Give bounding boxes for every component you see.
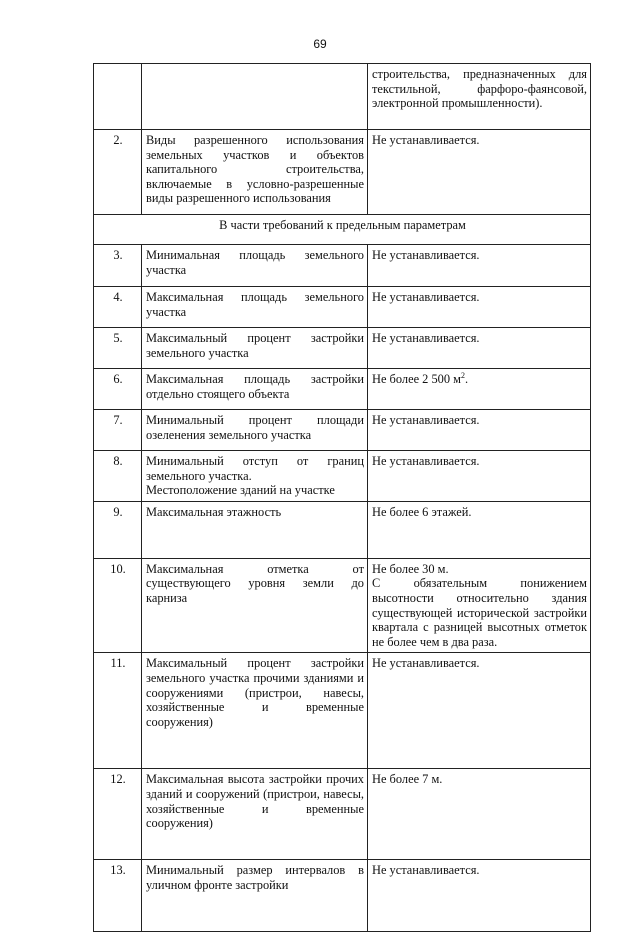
row-number: 3. [94, 245, 142, 287]
row-number: 10. [94, 558, 142, 653]
parameter-value-text: Не более 6 этажей. [372, 504, 472, 519]
parameter-value [368, 558, 591, 653]
parameter-name [142, 130, 368, 215]
table-row [94, 410, 591, 451]
table-row [94, 451, 591, 502]
parameter-name [142, 653, 368, 769]
parameter-name-text: Максимальная площадь земельного участка [146, 290, 364, 319]
row-number: 2. [94, 130, 142, 215]
parameter-name-text: Минимальный процент площади озеленения земельного участка [146, 413, 364, 442]
table-row [94, 130, 591, 215]
parameter-name [142, 369, 368, 410]
parameter-value [368, 451, 591, 502]
parameter-value-text: Не более 2 500 м [372, 372, 461, 386]
parameter-value-text: Не устанавливается. [372, 656, 480, 671]
row-number: 9. [94, 501, 142, 558]
parameter-name [142, 501, 368, 558]
table-row [94, 245, 591, 287]
parameter-name-line2: Местоположение зданий на участке [146, 483, 335, 498]
section-heading-row [94, 215, 591, 245]
row-number: 4. [94, 287, 142, 328]
parameter-value-text: Не более 7 м. [372, 772, 443, 787]
parameter-value-line2: С обязательным понижением высотности относительно здания существующей исторической застройки квартала с разницей высотных отметок не более чем в два раза. [372, 576, 587, 649]
parameter-name-text: Максимальная этажность [146, 504, 282, 519]
parameter-value [368, 410, 591, 451]
table-row [94, 860, 591, 932]
parameter-name-text: Максимальный процент застройки земельного участка [146, 331, 364, 360]
regulations-table [93, 63, 591, 932]
parameter-name [142, 328, 368, 369]
row-number: 6. [94, 369, 142, 410]
parameter-value-text: Не устанавливается. [372, 290, 480, 304]
parameter-name-text: Минимальный отступ от границ земельного участка. [146, 454, 364, 483]
table-row [94, 369, 591, 410]
row-number: 13. [94, 860, 142, 932]
parameter-name [142, 558, 368, 653]
row-number: 5. [94, 328, 142, 369]
parameter-value-text: Не более 30 м. [372, 561, 449, 576]
table-row [94, 328, 591, 369]
parameter-name-text: Максимальная отметка от существующего уровня земли до карниза [146, 561, 364, 605]
table-row [94, 287, 591, 328]
table-row [94, 64, 591, 130]
parameter-name [142, 410, 368, 451]
parameter-name-text: Максимальный процент застройки земельного участка прочими зданиями и сооружениями (пристрои, навесы, хозяйственные и временные сооружения) [146, 656, 364, 729]
row-number: 12. [94, 769, 142, 860]
parameter-name-text: Минимальная площадь земельного участка [146, 248, 364, 277]
parameter-value [368, 860, 591, 932]
parameter-name [142, 451, 368, 502]
row-number: 11. [94, 653, 142, 769]
parameter-value [368, 245, 591, 287]
page-number: 69 [313, 37, 327, 51]
parameter-value-text: Не устанавливается. [372, 133, 480, 147]
row-number: 7. [94, 410, 142, 451]
parameter-value [368, 130, 591, 215]
parameter-name-text: Максимальная площадь застройки отдельно стоящего объекта [146, 372, 364, 401]
parameter-name [142, 245, 368, 287]
section-heading: В части требований к предельным параметрам [94, 215, 591, 245]
table-row [94, 769, 591, 860]
parameter-value [368, 501, 591, 558]
parameter-value [368, 287, 591, 328]
table-row [94, 501, 591, 558]
parameter-name-text: Виды разрешенного использования земельных участков и объектов капитального строительства, включаемые в условно-разрешенные виды разрешенного использования [146, 133, 364, 206]
parameter-name [142, 769, 368, 860]
value-superscript: 2 [460, 370, 465, 380]
parameter-value-text: Не устанавливается. [372, 863, 480, 878]
parameter-name [142, 860, 368, 932]
parameter-name [142, 287, 368, 328]
table-row [94, 653, 591, 769]
parameter-value [368, 369, 591, 410]
parameter-value [368, 328, 591, 369]
parameter-value-text: Не устанавливается. [372, 413, 480, 427]
row-number: 8. [94, 451, 142, 502]
parameter-value [368, 769, 591, 860]
parameter-value [368, 653, 591, 769]
value-tail: . [464, 372, 469, 386]
continuation-text: строительства, предназначенных для текстильной, фарфоро-фаянсовой, электронной промышленности). [368, 64, 591, 130]
parameter-name-text: Минимальный размер интервалов в уличном фронте застройки [146, 863, 364, 892]
table-row [94, 558, 591, 653]
parameter-name-cell [142, 64, 368, 130]
row-number-cell [94, 64, 142, 130]
parameter-value-text: Не устанавливается. [372, 248, 480, 262]
parameter-value-text: Не устанавливается. [372, 331, 480, 345]
parameter-name-text: Максимальная высота застройки прочих зданий и сооружений (пристрои, навесы, хозяйственные и временные сооружения) [146, 772, 364, 831]
parameter-value-text: Не устанавливается. [372, 454, 480, 468]
